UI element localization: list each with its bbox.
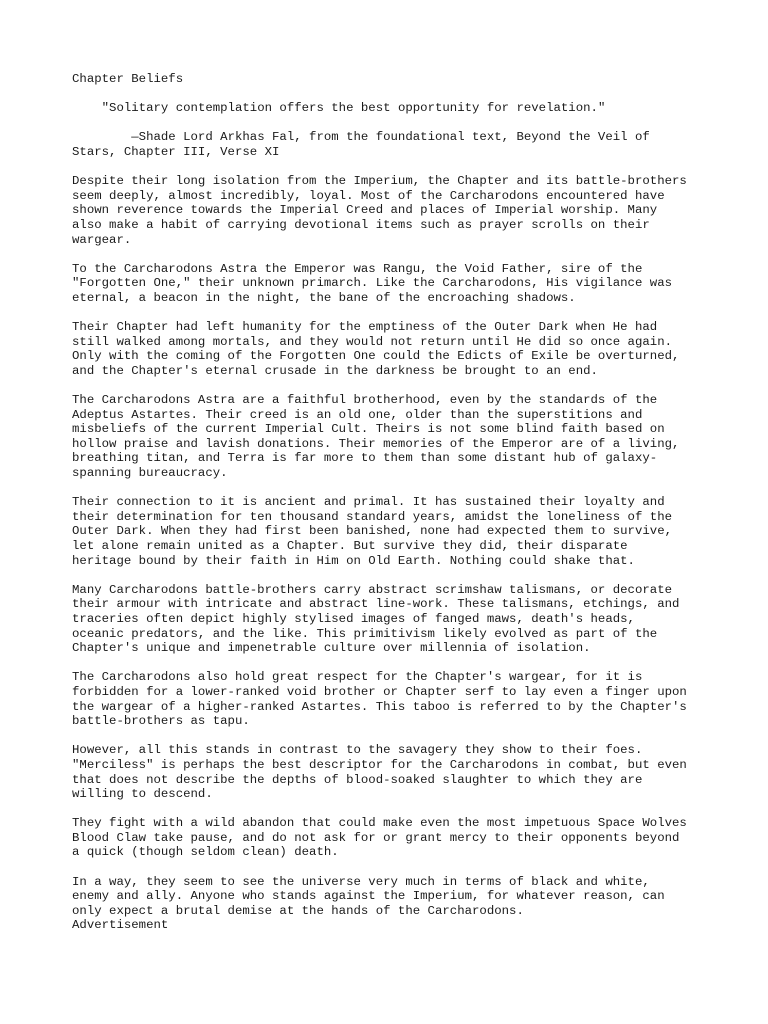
chapter-heading: Chapter Beliefs — [72, 72, 184, 86]
body-paragraph: Many Carcharodons battle-brothers carry abstract scrimshaw talismans, or decorate their armour with intricate and abstract line-work. These talismans, etchings, and traceries often depict highly stylised images of fanged maws, death's heads, oceanic predators, and the like. This primitivism likely evolved as part of the Chapter's unique and impenetrable culture over millennia of isolation. — [72, 582, 680, 656]
epigraph-attribution: —Shade Lord Arkhas Fal, from the foundational text, Beyond the Veil of Stars, Chapter III, Verse XI — [72, 130, 650, 159]
body-paragraph: Their connection to it is ancient and primal. It has sustained their loyalty and their determination for ten thousand standard years, amidst the loneliness of the Outer Dark. When they had first been banished, none had expected them to survive, let alone remain united as a Chapter. But survive they did, their disparate heritage bound by their faith in Him on Old Earth. Nothing could shake that. — [72, 495, 673, 568]
body-paragraph: Their Chapter had left humanity for the emptiness of the Outer Dark when He had still walked among mortals, and they would not return until He did so once again. Only with the coming of the Forgotten One could the Edicts of Exile be overturned, and the Chapter's eternal crusade in the darkness be brought to an end. — [72, 320, 680, 378]
document-page — [72, 72, 708, 948]
body-paragraph: The Carcharodons also hold great respect for the Chapter's wargear, for it is forbidden for a lower-ranked void brother or Chapter serf to lay even a finger upon the wargear of a higher-ranked Astartes. This taboo is referred to by the Chapter's battle-brothers as tapu. — [72, 670, 687, 729]
body-paragraph: Despite their long isolation from the Imperium, the Chapter and its battle-brothers seem deeply, almost incredibly, loyal. Most of the Carcharodons encountered have shown reverence towards the Imperial Creed and places of Imperial worship. Many also make a habit of carrying devotional items such as prayer scrolls on their wargear. — [72, 174, 687, 247]
epigraph-quote: "Solitary contemplation offers the best opportunity for revelation." — [72, 101, 606, 116]
body-paragraph-last: In a way, they seem to see the universe very much in terms of black and white, enemy and ally. Anyone who stands against the Imperium, for whatever reason, can only expect a brutal demise at the hands of the Carcharodons. — [72, 874, 665, 918]
body-paragraph: To the Carcharodons Astra the Emperor was Rangu, the Void Father, sire of the "Forgotten One," their unknown primarch. Like the Carcharodons, His vigilance was eternal, a beacon in the night, the bane of the encroaching shadows. — [72, 261, 673, 305]
body-paragraph: They fight with a wild abandon that could make even the most impetuous Space Wolves Blood Claw take pause, and do not ask for or grant mercy to their opponents beyond a quick (though seldom clean) death. — [72, 816, 687, 860]
body-paragraph: The Carcharodons Astra are a faithful brotherhood, even by the standards of the Adeptus Astartes. Their creed is an old one, older than the superstitions and misbeliefs of the current Imperial Cult. Theirs is not some blind faith based on hollow praise and lavish donations. Their memories of the Emperor are of a living, breathing titan, and Terra is far more to them than some distant hub of galaxy- spanning bureaucracy. — [72, 393, 680, 481]
advertisement-label: Advertisement — [72, 918, 169, 933]
body-paragraph: However, all this stands in contrast to the savagery they show to their foes. "Merciless" is perhaps the best descriptor for the Carcharodons in combat, but even that does not describe the depths of blood-soaked slaughter to which they are willing to descend. — [72, 743, 687, 802]
